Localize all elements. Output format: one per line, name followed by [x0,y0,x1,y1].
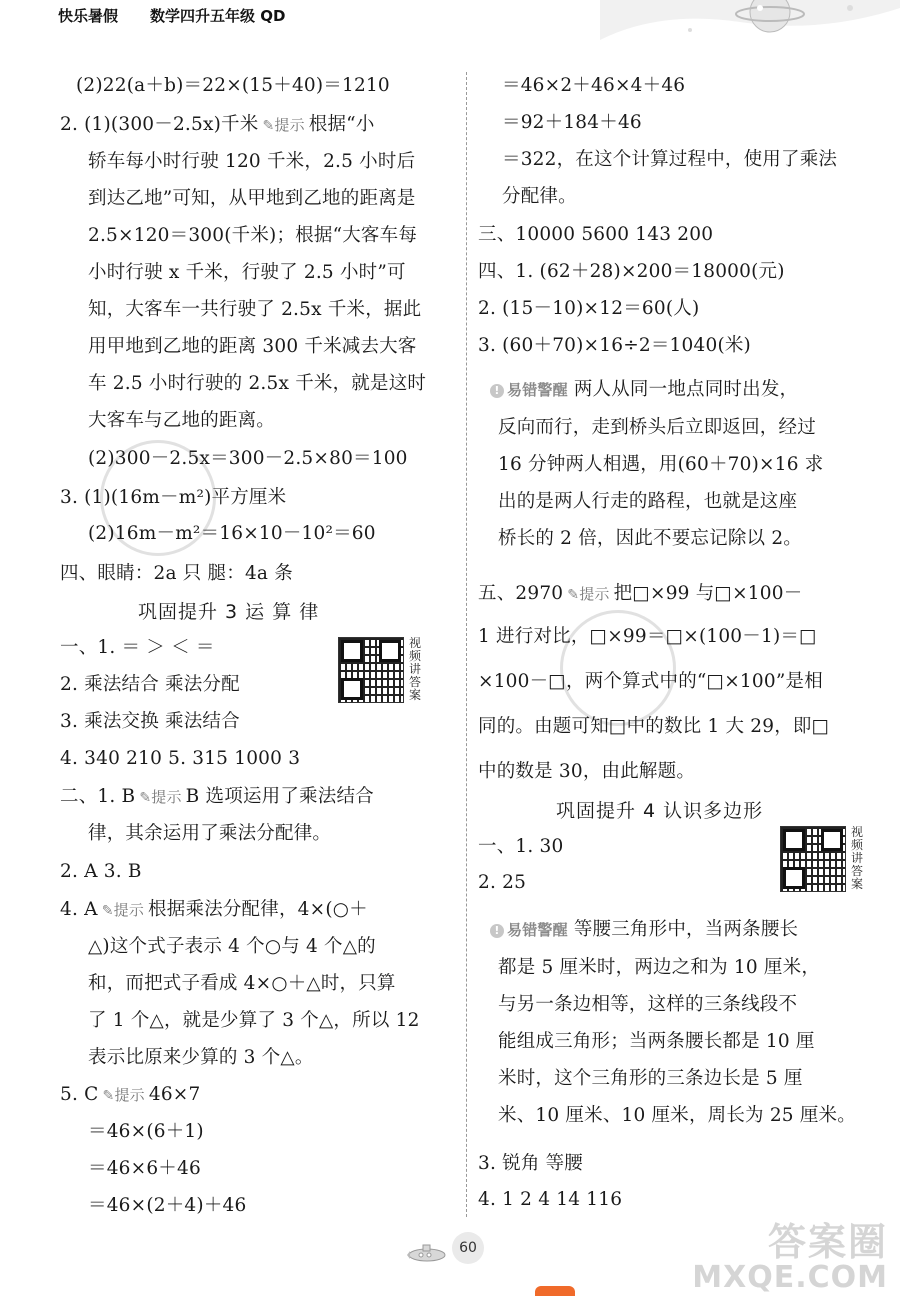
subject-title: 数学四升五年级 QD [150,7,286,25]
answer-line: ×100－□，两个算式中的“□×100”是相 [478,671,823,692]
answer-line: 与另一条边相等，这样的三条线段不 [498,994,798,1015]
site-watermark: 答案圈 MXQE.COM [692,1220,888,1295]
answer-line: 知，大客车一共行驶了 2.5x 千米，据此 [88,299,422,320]
answer-line: 分配律。 [502,186,577,207]
qr-code[interactable] [338,637,404,703]
answer-line: 4. A ✎提示 根据乘法分配律，4×(○＋ [60,899,368,920]
hint-tag: ✎提示 [567,585,610,603]
hint-tag: ✎提示 [262,116,305,134]
answer-line: 出的是两人行走的路程，也就是这座 [498,491,798,512]
answer-line: 四、眼睛：2a 只 腿：4a 条 [60,563,293,584]
column-divider [466,72,467,1217]
answer-line: 桥长的 2 倍，因此不要忘记除以 2。 [498,528,802,549]
answer-line: ＝46×(2＋4)＋46 [88,1195,247,1216]
answer-line: 4. 340 210 5. 315 1000 3 [60,748,301,769]
answer-line: 3. 乘法交换 乘法结合 [60,711,240,732]
answer-line: 轿车每小时行驶 120 千米，2.5 小时后 [88,151,416,172]
answer-line: 到达乙地”可知，从甲地到乙地的距离是 [88,188,416,209]
qr-label: 视频讲答案 [850,825,863,891]
submarine-icon [405,1242,447,1262]
answer-line: 二、1. B ✎提示 B 选项运用了乘法结合 [60,786,374,807]
warning-tag: ! 易错警醒 [490,921,568,939]
answer-line: 了 1 个△，就是少算了 3 个△，所以 12 [88,1010,420,1031]
answer-line: 米、10 厘米、10 厘米，周长为 25 厘米。 [498,1105,856,1126]
answer-line: 四、1. (62＋28)×200＝18000(元) [478,261,785,282]
answer-line: ＝46×(6＋1) [88,1121,204,1142]
answer-line: 一、1. 30 [478,836,564,857]
brand-title: 快乐暑假 [58,7,119,25]
section-title-4: 巩固提升 4 认识多边形 [556,800,764,822]
warning-icon: ! [490,924,504,938]
hint-tag: ✎提示 [102,1086,145,1104]
answer-line: 反向而行，走到桥头后立即返回，经过 [498,417,816,438]
answer-line: 3. (60＋70)×16÷2＝1040(米) [478,335,751,356]
answer-line: 五、2970 ✎提示 把□×99 与□×100－ [478,583,803,604]
warning-line: ! 易错警醒 等腰三角形中，当两条腰长 [490,918,798,942]
answer-line: 同的。由题可知□中的数比 1 大 29，即□ [478,716,830,737]
answer-line: 2. (1)(300－2.5x)千米 ✎提示 根据“小 [60,114,375,135]
answer-line: 4. 1 2 4 14 116 [478,1189,623,1210]
answer-line: 都是 5 厘米时，两边之和为 10 厘米， [498,957,821,978]
answer-line: ＝322，在这个计算过程中，使用了乘法 [502,149,838,170]
pencil-icon: ✎ [139,790,152,806]
answer-line: 5. C ✎提示 46×7 [60,1084,201,1105]
answer-line: 和，而把式子看成 4×○＋△时，只算 [88,973,396,994]
answer-line: (2)22(a＋b)＝22×(15＋40)＝1210 [76,75,390,96]
answer-line: 3. 锐角 等腰 [478,1153,584,1174]
answer-line: 小时行驶 x 千米，行驶了 2.5 小时”可 [88,262,406,283]
answer-line: ＝92＋184＋46 [502,112,642,133]
answer-line: 律，其余运用了乘法分配律。 [88,823,332,844]
page-number: 60 [452,1232,484,1264]
answer-line: 3. (1)(16m－m²)平方厘米 [60,487,287,508]
answer-line: 车 2.5 小时行驶的 2.5x 千米，就是这时 [88,373,427,394]
qr-code[interactable] [780,826,846,892]
page-header [0,0,900,40]
qr-label: 视频讲答案 [408,636,421,702]
answer-line: 大客车与乙地的距离。 [88,410,276,431]
answer-line: 能组成三角形；当两条腰长都是 10 厘 [498,1031,815,1052]
answer-line: 2. A 3. B [60,861,142,882]
answer-line: 2. (15－10)×12＝60(人) [478,298,700,319]
answer-line: (2)300－2.5x＝300－2.5×80＝100 [88,448,408,469]
hint-tag: ✎提示 [139,788,182,806]
warning-tag: ! 易错警醒 [490,381,568,399]
answer-line: 一、1. ＝ ＞ ＜ ＝ [60,637,215,658]
answer-line: 2.5×120＝300(千米)；根据“大客车每 [88,225,418,246]
answer-line: 用甲地到乙地的距离 300 千米减去大客 [88,336,417,357]
pencil-icon: ✎ [102,1088,115,1104]
answer-line: ＝46×6＋46 [88,1158,201,1179]
warning-line: ! 易错警醒 两人从同一地点同时出发， [490,378,798,402]
answer-line: 表示比原来少算的 3 个△。 [88,1047,314,1068]
pencil-icon: ✎ [567,587,580,603]
answer-line: 2. 乘法结合 乘法分配 [60,674,240,695]
answer-line: (2)16m－m²＝16×10－10²＝60 [88,523,376,544]
section-title-3: 巩固提升 3 运 算 律 [138,601,320,623]
answer-line: △)这个式子表示 4 个○与 4 个△的 [88,936,376,957]
answer-line: ＝46×2＋46×4＋46 [502,75,686,96]
answer-line: 2. 25 [478,872,527,893]
answer-line: 1 进行对比，□×99＝□×(100－1)＝□ [478,626,817,647]
hint-tag: ✎提示 [101,901,145,919]
answer-line: 中的数是 30，由此解题。 [478,761,696,782]
answer-line: 三、10000 5600 143 200 [478,224,714,245]
warning-icon: ! [490,384,504,398]
planet-decoration-icon [600,0,900,40]
answer-line: 16 分钟两人相遇，用(60＋70)×16 求 [498,454,824,475]
pencil-icon: ✎ [101,903,114,919]
pencil-icon: ✎ [262,118,275,134]
answer-line: 米时，这个三角形的三条边长是 5 厘 [498,1068,803,1089]
page-tab-marker [535,1286,575,1296]
